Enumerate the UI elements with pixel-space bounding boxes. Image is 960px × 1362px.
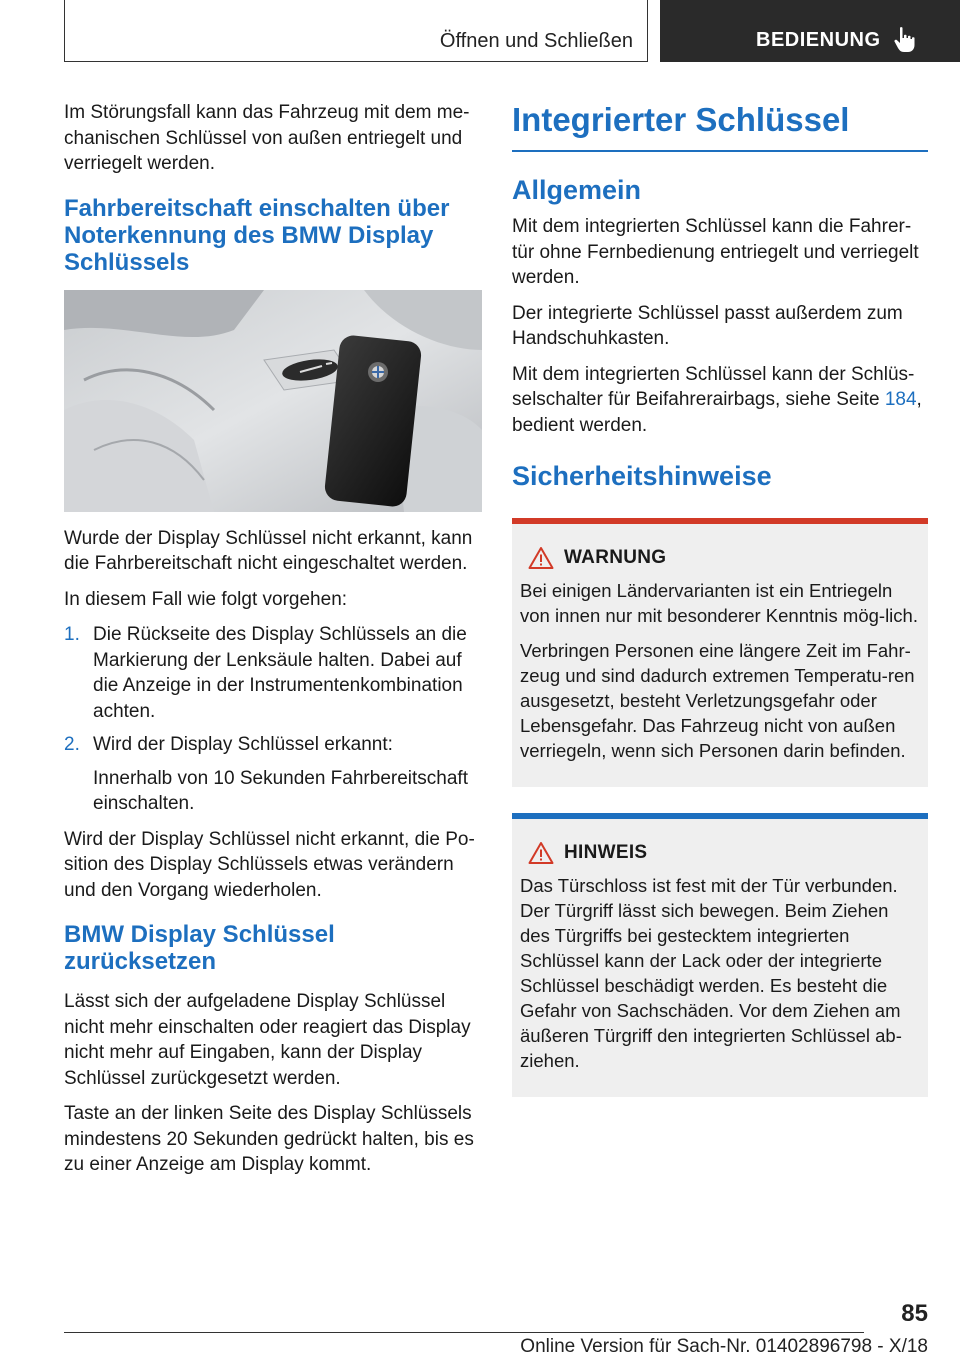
section-tab (64, 0, 648, 62)
procedure-intro: In diesem Fall wie folgt vorgehen: (64, 588, 348, 610)
chapter-title: BEDIENUNG (756, 29, 881, 51)
general-paragraph-3 (512, 362, 928, 439)
heading-emergency-detection: Fahrbereitschaft einschalten über Noterkennung des BMW Display Schlüssels (64, 194, 450, 276)
warning-text-2: Verbringen Personen eine längere Zeit im Fahr-zeug und sind dadurch extremen Temperatu-ren ausgesetzt, besteht Verletzungsgefahr oder Lebensgefahr. Das Fahrzeug nicht von außen verriegeln, wenn sich Personen darin befinden. (520, 640, 915, 761)
step-text: Die Rückseite des Display Schlüssels an die Markierung der Lenksäule halten. Dabei auf die Anzeige in der Instrumentenkombination achten. (93, 624, 467, 722)
page-header (64, 0, 960, 65)
note-header (528, 841, 920, 865)
note-label: HINWEIS (564, 842, 648, 863)
step-number: 2. (64, 734, 80, 755)
steering-column-key-photo (64, 290, 482, 512)
step-number: 1. (64, 624, 80, 645)
warning-text-1: Bei einigen Ländervarianten ist ein Entriegeln von innen nur mit besonderer Kenntnis mög-lich. (520, 580, 918, 626)
footer-divider (64, 1332, 864, 1333)
note-box (512, 813, 928, 1097)
para-text: Mit dem integrierten Schlüssel kann der Schlüs-selschalter für Beifahrerairbags, siehe Seite (512, 363, 915, 410)
left-column (64, 100, 482, 1188)
list-item (64, 732, 482, 817)
reset-paragraph: Lässt sich der aufgeladene Display Schlüssel nicht mehr einschalten oder reagiert das Display nicht mehr auf Eingaben, kann der Display Schlüssel zurückgesetzt werden. (64, 991, 471, 1089)
page-title: Integrierter Schlüssel (512, 100, 928, 152)
heading-general: Allgemein (512, 175, 642, 205)
para-text: , bedient werden. (512, 389, 922, 436)
page-reference-link[interactable]: 184 (884, 389, 917, 410)
page-number: 85 (901, 1300, 928, 1327)
note-text: Das Türschloss ist fest mit der Tür verbunden. Der Türgriff lässt sich bewegen. Beim Ziehen des Türgriffs bei gestecktem integrierten Schlüssel kann der Lack oder der integrierte Schlüssel beschädigt werden. Es besteht die Gefahr von Sachschäden. Vor dem Ziehen am äußeren Türgriff den integrierten Schlüssel ab-ziehen. (520, 875, 902, 1071)
procedure-steps (64, 622, 482, 817)
chapter-tab (660, 0, 960, 62)
pointing-hand-icon (892, 26, 918, 54)
general-paragraph-2: Der integrierte Schlüssel passt außerdem zum Handschuhkasten. (512, 302, 903, 349)
step-text: Wird der Display Schlüssel erkannt: (93, 734, 393, 755)
warning-triangle-icon (528, 546, 554, 570)
step-subtext: Innerhalb von 10 Sekunden Fahrbereitschaft einschalten. (93, 767, 468, 814)
heading-reset-key: BMW Display Schlüssel zurücksetzen (64, 921, 335, 975)
general-paragraph-1: Mit dem integrierten Schlüssel kann die Fahrer-tür ohne Fernbedienung entriegelt und verriegelt werden. (512, 216, 919, 288)
footer-version: Online Version für Sach-Nr. 01402896798 - X/18 (520, 1336, 928, 1357)
warning-header (528, 546, 920, 570)
heading-safety: Sicherheitshinweise (512, 461, 772, 491)
right-column (512, 100, 928, 1097)
not-detected-paragraph: Wurde der Display Schlüssel nicht erkannt, kann die Fahrbereitschaft nicht eingeschaltet werden. (64, 527, 473, 574)
warning-label: WARNUNG (564, 547, 667, 568)
warning-triangle-icon (528, 841, 554, 865)
list-item (64, 622, 482, 724)
reset-instructions: Taste an der linken Seite des Display Schlüssels mindestens 20 Sekunden gedrückt halten, bis es zu einer Anzeige am Display kommt. (64, 1103, 474, 1175)
warning-box (512, 518, 928, 787)
retry-paragraph: Wird der Display Schlüssel nicht erkannt, die Po-sition des Display Schlüssels etwas verändern und den Vorgang wiederholen. (64, 828, 475, 901)
intro-paragraph: Im Störungsfall kann das Fahrzeug mit dem me-chanischen Schlüssel von außen entriegelt und verriegelt werden. (64, 102, 470, 174)
section-title: Öffnen und Schließen (439, 30, 633, 52)
